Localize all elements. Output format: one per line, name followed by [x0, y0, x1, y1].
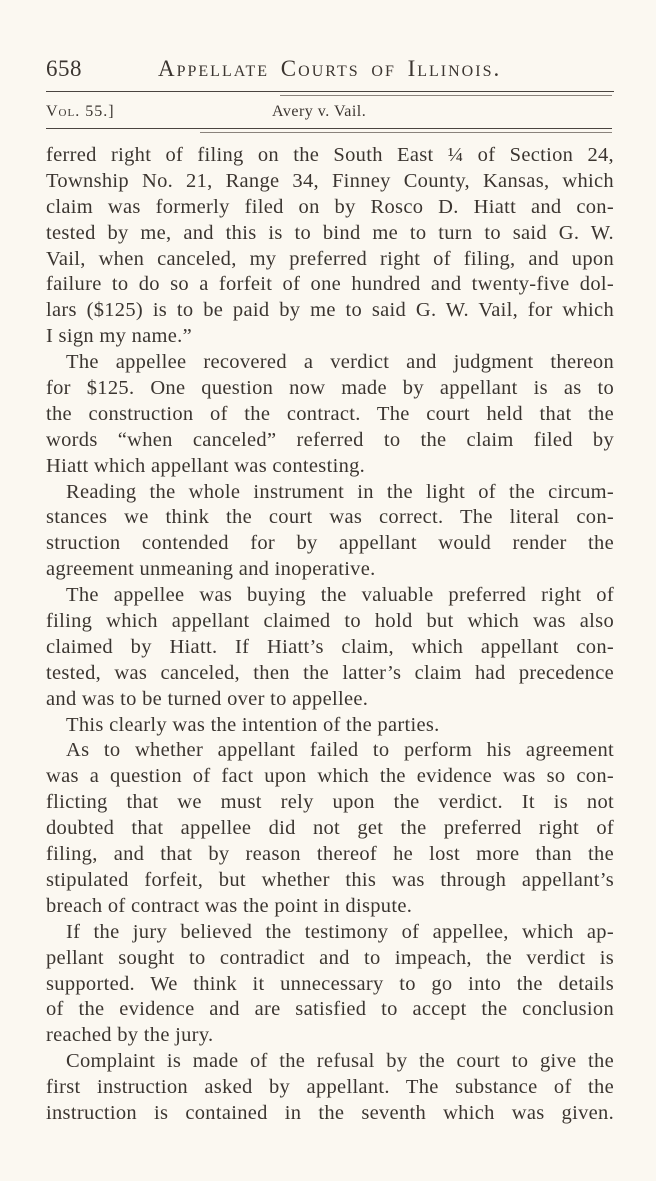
text-line: words “when canceled” referred to the claim filed by	[46, 428, 614, 451]
paragraph-start-line: The appellee recovered a verdict and judgment thereon	[66, 351, 614, 374]
text-line: lars ($125) is to be paid by me to said G. W. Vail, for which	[46, 299, 614, 322]
text-line: struction contended for by appellant would render the	[46, 532, 614, 555]
text-line: the construction of the contract. The court held that the	[46, 402, 614, 425]
paragraph-start-line: If the jury believed the testimony of appellee, which ap-	[66, 920, 614, 943]
text-line: pellant sought to contradict and to impeach, the verdict is	[46, 946, 614, 969]
text-line: first instruction asked by appellant. The substance of the	[46, 1076, 614, 1099]
text-line: claim was formerly filed on by Rosco D. Hiatt and con-	[46, 195, 614, 218]
text-line: I sign my name.”	[46, 325, 192, 348]
text-line: ferred right of filing on the South East ¼ of Section 24,	[46, 144, 614, 166]
text-line: Hiatt which appellant was contesting.	[46, 454, 366, 477]
running-head	[46, 50, 616, 84]
text-line: tested by me, and this is to bind me to turn to said G. W.	[46, 221, 614, 244]
text-line: filing, and that by reason thereof he lost more than the	[46, 843, 614, 866]
text-line: was a question of fact upon which the evidence was so con-	[46, 765, 614, 788]
paragraph-start-line: Complaint is made of the refusal by the court to give the	[66, 1050, 614, 1073]
header-rule-secondary	[280, 95, 612, 96]
text-line: tested, was canceled, then the latter’s claim had precedence	[46, 661, 614, 684]
text-line: filing which appellant claimed to hold but which was also	[46, 610, 614, 633]
text-line: reached by the jury.	[46, 1024, 214, 1047]
subhead-rule-secondary	[200, 132, 612, 133]
case-name: Avery v. Vail.	[272, 103, 367, 120]
book-title: Appellate Courts of Illinois.	[158, 56, 502, 81]
text-line: stipulated forfeit, but whether this was through appellant’s	[46, 868, 614, 891]
text-line: failure to do so a forfeit of one hundred and twenty-five dol-	[46, 273, 614, 296]
paragraph-start-line: As to whether appellant failed to perform his agreement	[66, 739, 614, 762]
text-line: of the evidence and are satisfied to accept the conclusion	[46, 998, 614, 1021]
subhead-rule	[46, 128, 612, 129]
volume-label: Vol. 55.]	[46, 103, 115, 120]
paragraph-start-line: The appellee was buying the valuable preferred right of	[66, 584, 614, 607]
text-line: supported. We think it unnecessary to go into the details	[46, 972, 614, 995]
text-line: flicting that we must rely upon the verdict. It is not	[46, 791, 614, 814]
text-line: and was to be turned over to appellee.	[46, 687, 369, 710]
text-line: stances we think the court was correct. The literal con-	[46, 506, 614, 529]
paragraph-start-line: This clearly was the intention of the parties.	[66, 713, 440, 736]
text-line: Vail, when canceled, my preferred right of filing, and upon	[46, 247, 614, 270]
text-line: agreement unmeaning and inoperative.	[46, 558, 376, 581]
text-line: doubted that appellee did not get the preferred right of	[46, 817, 614, 840]
header-rule	[46, 91, 614, 92]
text-line: instruction is contained in the seventh which was given.	[46, 1101, 614, 1124]
text-line: claimed by Hiatt. If Hiatt’s claim, which appellant con-	[46, 635, 614, 658]
text-line: breach of contract was the point in dispute.	[46, 894, 413, 917]
case-subhead	[46, 103, 614, 123]
text-line: for $125. One question now made by appellant is as to	[46, 377, 614, 400]
text-line: Township No. 21, Range 34, Finney County, Kansas, which	[46, 169, 614, 192]
body-text	[46, 143, 614, 1127]
page-number: 658	[46, 56, 82, 81]
paragraph-start-line: Reading the whole instrument in the light of the circum-	[66, 480, 614, 503]
